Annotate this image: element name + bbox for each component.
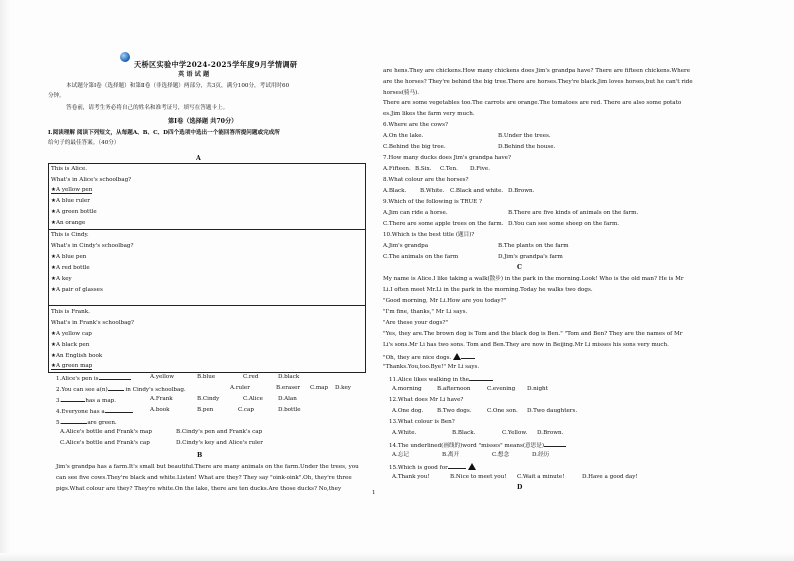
- box2-line: This is Cindy.: [51, 232, 89, 238]
- q3-option-d[interactable]: D.Alan: [278, 396, 297, 402]
- q14-option-a[interactable]: A.忘记: [392, 452, 410, 458]
- passage-label-d: D: [517, 484, 523, 491]
- q12-option-c[interactable]: C.One son.: [487, 408, 518, 414]
- box3-line: ★A yellow cap: [51, 331, 92, 337]
- q12-option-a[interactable]: A.One dog.: [392, 408, 424, 414]
- passage-c-line: "I'm fine, thanks," Mr Li says.: [383, 309, 468, 315]
- passage-c-line: "Thanks.You,too.Bye!" Mr Li says.: [383, 364, 480, 370]
- q9-option-a[interactable]: A.Jim can ride a horse.: [383, 210, 448, 216]
- q12-option-b[interactable]: B.Two dogs.: [437, 408, 472, 414]
- q3-option-a[interactable]: A.Frank: [150, 396, 173, 402]
- q14-option-b[interactable]: B.离开: [442, 452, 460, 458]
- q5-stem: 5. are green.: [56, 420, 117, 426]
- passage-b-cont-line: There are some vegetables too.The carrots are orange.The tomatoes are red. There are also some potato: [383, 100, 682, 106]
- q8-stem: 8.What colour are the horses?: [383, 177, 469, 183]
- box2-line: ★A blue pen: [51, 254, 87, 260]
- q14-stem: 14.The underlined(画线的)word "misses" means(意思是): [389, 441, 566, 449]
- box2-line: ★A key: [51, 276, 72, 282]
- q8-option-c[interactable]: C.Black and white.: [450, 188, 504, 194]
- exam-subtitle: 英 语 试 题: [178, 71, 210, 78]
- q11-option-a[interactable]: A.morning: [392, 386, 422, 392]
- passage-b-line: Jim's grandpa has a farm.It's small but beautiful.There are many animals on the farm.Under the trees, you: [56, 464, 359, 470]
- q8-option-b[interactable]: B.White.: [420, 188, 445, 194]
- passage-c-line: "Are these your dogs?": [383, 320, 449, 326]
- passage-label-c: C: [517, 264, 522, 271]
- q11-option-b[interactable]: B.afternoon: [437, 386, 471, 392]
- box1-line: ★A green bottle: [51, 209, 97, 215]
- box3-line: ★A green map: [51, 363, 93, 369]
- q3-option-b[interactable]: B.Cindy: [197, 396, 220, 402]
- blank-marker-icon: [468, 463, 476, 470]
- q9-option-d[interactable]: D.You can see some sheep on the farm.: [508, 221, 620, 227]
- scan-shadow-left: [0, 0, 10, 561]
- q4-option-c[interactable]: C.cap: [238, 407, 254, 413]
- reading-instructions-2: 给句子的最佳答案。（40分）: [48, 140, 120, 146]
- q7-option-b[interactable]: B.Six.: [415, 166, 432, 172]
- passage-c-line: "Yes, they are.The brown dog is Tom and the black dog is Ben." "Tom and Ben? They are the names of Mr: [383, 331, 683, 337]
- q7-stem: 7.How many ducks does Jim's grandpa have?: [383, 155, 511, 161]
- blank-marker-icon: [453, 353, 461, 360]
- table-divider: [48, 305, 366, 306]
- box1-line: ★A yellow pen: [51, 187, 93, 193]
- q11-stem: 11.Alice likes walking in the: [389, 375, 493, 383]
- q13-option-a[interactable]: A.White.: [392, 430, 417, 436]
- q7-option-c[interactable]: C.Ten.: [440, 166, 458, 172]
- q5-option-a[interactable]: A.Alice's bottle and Frank's map: [60, 429, 152, 435]
- passage-b-cont-line: are hens.They are chickens.How many chickens does Jim's grandpa have? There are fifteen chickens.Where: [383, 68, 691, 74]
- box2-line: ★A pair of glasses: [51, 287, 103, 293]
- box3-line: This is Frank.: [51, 309, 90, 315]
- q15-option-d[interactable]: D.Have a good day!: [582, 474, 638, 480]
- passage-b-line: pigs.What colour are they? They're white.On the lake, there are ten ducks.Are those ducks? No,they: [56, 486, 342, 492]
- passage-c-line: "Good morning, Mr Li.How are you today?": [383, 298, 507, 304]
- q10-stem: 10.Which is the best title (题目)?: [383, 232, 475, 238]
- q6-option-a[interactable]: A.On the lake.: [383, 133, 424, 139]
- passage-b-cont-line: horses(骑马).: [383, 90, 420, 96]
- q5-option-d[interactable]: D.Cindy's key and Alice's ruler: [176, 440, 263, 446]
- q6-option-b[interactable]: B.Under the trees.: [498, 133, 551, 139]
- q1-option-c[interactable]: C.red: [243, 374, 259, 380]
- q4-stem: 4.Everyone has a: [56, 407, 133, 415]
- q13-option-b[interactable]: B.Black.: [452, 430, 476, 436]
- q12-stem: 12.What does Mr Li have?: [389, 397, 464, 403]
- q1-option-a[interactable]: A.yellow: [150, 374, 175, 380]
- q2-stem: 2.You can see a(n) in Cindy's schoolbag.: [56, 387, 186, 393]
- q6-option-d[interactable]: D.Behind the house.: [498, 144, 556, 150]
- q15-option-a[interactable]: A.Thank you!: [392, 474, 430, 480]
- passage-label-b: B: [197, 452, 203, 459]
- q5-option-b[interactable]: B.Cindy's pen and Frank's cap: [176, 429, 263, 435]
- passage-label-a: A: [196, 155, 201, 162]
- q1-stem: 1.Alice's pen is: [56, 374, 131, 382]
- scan-shadow-bottom: [0, 553, 794, 561]
- passage-c-line: Li's sons.Mr Li has two sons. Tom and Ben.They are now in Beijing.Mr Li misses his sons very much.: [383, 342, 669, 348]
- q13-stem: 13.What colour is Ben?: [389, 419, 455, 425]
- q11-option-c[interactable]: C.evening: [487, 386, 516, 392]
- box1-line: This is Alice.: [51, 166, 88, 172]
- q15-stem: 15.Which is good for: [389, 463, 476, 471]
- page-number: 1: [372, 490, 376, 496]
- box2-line: ★A red bottle: [51, 265, 90, 271]
- q14-option-d[interactable]: D.经历: [532, 452, 550, 458]
- q10-option-b[interactable]: B.The plants on the farm: [498, 243, 569, 249]
- globe-icon: [120, 52, 130, 62]
- box1-line: ★A blue ruler: [51, 198, 90, 204]
- q3-option-c[interactable]: C.Alice: [243, 396, 263, 402]
- exam-title: 天桥区实验中学2024-2025学年度9月学情调研: [134, 60, 298, 69]
- passage-c-line: My name is Alice.I like taking a walk(散步) in the park in the morning.Look! Who is the old man? He is Mr: [383, 276, 684, 282]
- q14-option-c[interactable]: C.想念: [492, 452, 510, 458]
- q10-option-c[interactable]: C.The animals on the farm: [383, 254, 459, 260]
- instructions-line1: 本试题分第Ⅰ卷（选择题）和第Ⅱ卷（非选择题）两部分，共3页，满分100分，考试用时60: [66, 83, 290, 89]
- box3-line: ★An English book: [51, 353, 103, 359]
- q13-option-d[interactable]: D.Brown.: [537, 430, 564, 436]
- q8-option-a[interactable]: A.Black.: [383, 188, 407, 194]
- table-divider: [48, 229, 366, 230]
- box3-line: What's in Frank's schoolbag?: [51, 320, 134, 326]
- q11-option-d[interactable]: D.night: [527, 386, 548, 392]
- q3-stem: 3. has a map.: [56, 398, 117, 404]
- q2-option-b[interactable]: B.eraser: [276, 385, 301, 391]
- instructions-line3: 答卷前，请考生务必将自己的姓名和准考证号，填写在答题卡上。: [66, 105, 229, 111]
- q2-option-c[interactable]: C.map: [310, 385, 329, 391]
- q4-option-b[interactable]: B.pen: [197, 407, 214, 413]
- q7-option-d[interactable]: D.Five.: [470, 166, 490, 172]
- q6-stem: 6.Where are the cows?: [383, 122, 448, 128]
- passage-c-line-blank: "Oh, they are nice dogs.: [383, 353, 475, 361]
- q12-option-d[interactable]: D.Two daughters.: [527, 408, 578, 414]
- q15-option-b[interactable]: B.Nice to meet you!: [450, 474, 507, 480]
- q1-option-b[interactable]: B.blue: [197, 374, 216, 380]
- q10-option-d[interactable]: D.Jim's grandpa's farm: [498, 254, 563, 260]
- instructions-line2: 分钟。: [48, 93, 65, 99]
- q9-option-c[interactable]: C.There are some apple trees on the farm.: [383, 221, 504, 227]
- q2-option-d[interactable]: D.key: [335, 385, 351, 391]
- section-heading: 第Ⅰ卷（选择题 共70分）: [168, 118, 238, 125]
- passage-b-cont-line: es.Jim likes the farm very much.: [383, 111, 475, 117]
- box2-line: What's in Cindy's schoolbag?: [51, 243, 134, 249]
- reading-instructions: Ⅰ.阅读理解 阅读下列短文，从每题A、B、C、D四个选项中选出一个能回答所提问题或完成所: [48, 130, 280, 136]
- q13-option-c[interactable]: C.Yellow.: [502, 430, 528, 436]
- box3-line: ★A black pen: [51, 342, 90, 348]
- q15-option-c[interactable]: C.Wait a minute!: [517, 474, 565, 480]
- passage-a-table: [48, 163, 366, 373]
- q2-option-a[interactable]: A.ruler: [230, 385, 250, 391]
- box1-line: What's in Alice's schoolbag?: [51, 177, 132, 183]
- q9-stem: 9.Which of the following is TRUE ?: [383, 199, 483, 205]
- q6-option-c[interactable]: C.Behind the big tree.: [383, 144, 446, 150]
- q7-option-a[interactable]: A.Fifteen.: [383, 166, 411, 172]
- q4-option-d[interactable]: D.bottle: [278, 407, 301, 413]
- passage-c-line: Li.I often meet Mr.Li in the park in the morning.Today he walks two dogs.: [383, 287, 593, 293]
- q9-option-b[interactable]: B.There are five kinds of animals on the farm.: [508, 210, 639, 216]
- passage-b-line: can see five cows.They're black and white.Listen! What are they? They say "oink-oink".Oh, they're three: [56, 475, 352, 481]
- q1-option-d[interactable]: D.black: [278, 374, 300, 380]
- q8-option-d[interactable]: D.Brown.: [508, 188, 535, 194]
- passage-b-cont-line: are the horses? They're behind the big tree.There are horses.They're black.Jim loves horses,but he can't ride: [383, 79, 693, 85]
- box1-line: ★An orange: [51, 220, 86, 226]
- q10-option-a[interactable]: A.Jim's grandpa: [383, 243, 429, 249]
- q5-option-c[interactable]: C.Alice's bottle and Frank's cap: [60, 440, 150, 446]
- q4-option-a[interactable]: A.book: [150, 407, 170, 413]
